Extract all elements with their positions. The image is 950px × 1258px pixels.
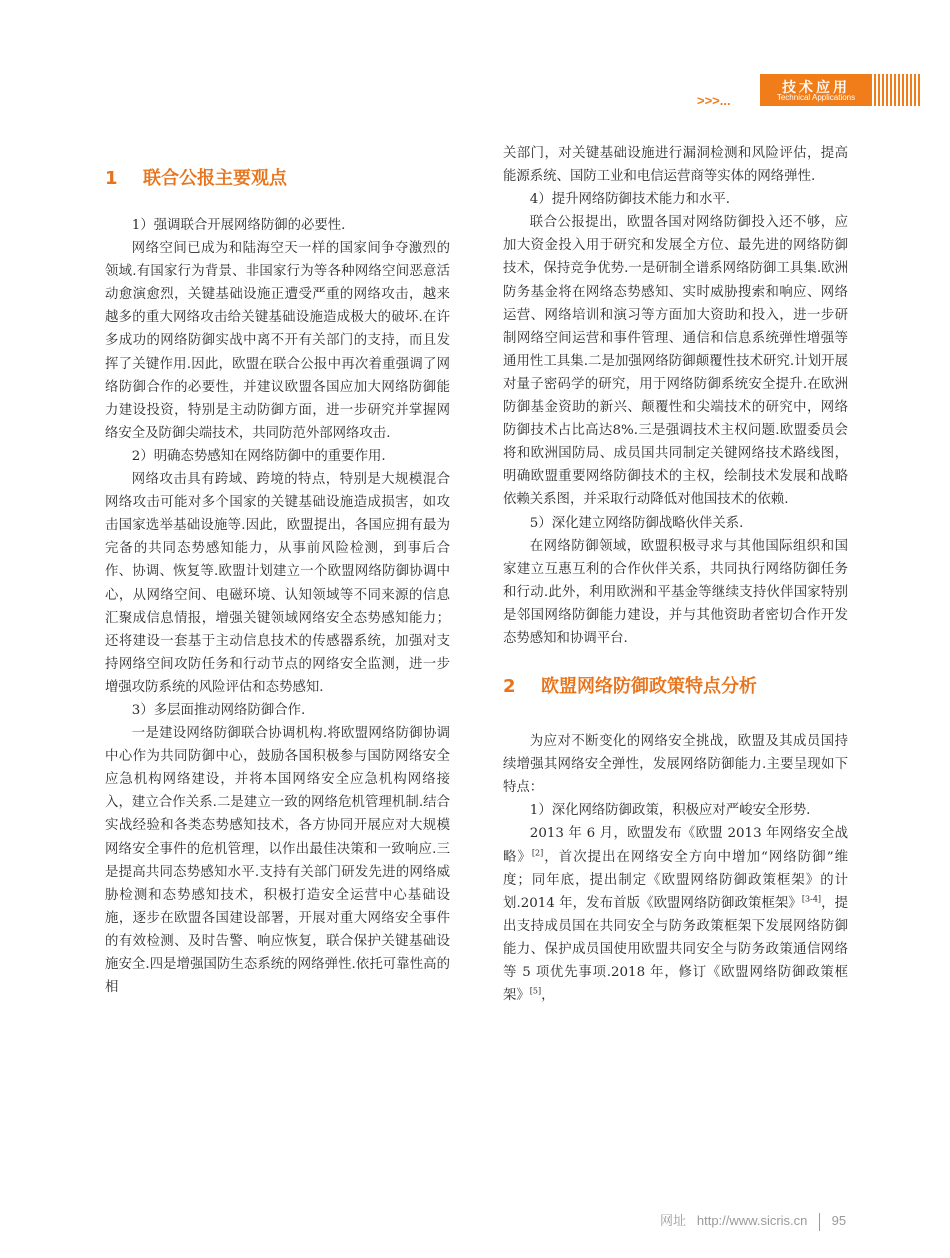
footer-divider [819,1213,820,1231]
banner-subtitle: Technical Applications [776,93,856,102]
paragraph: 为应对不断变化的网络安全挑战，欧盟及其成员国持续增强其网络安全弹性，发展网络防御能力.主要呈现如下特点： [503,734,848,796]
footer-url[interactable]: http://www.sicris.cn [696,1213,808,1228]
right-column [503,142,848,1007]
paragraph: 联合公报提出，欧盟各国对网络防御投入还不够，应加大资金投入用于研究和发展全方位、最先进的网络防御技术，保持竞争优势.一是研制全谱系网络防御工具集.欧洲防务基金将在网络态势感知、实时威胁搜索和响应、网络运营、网络培训和演习等方面加大资助和投入，进一步研制网络空间运营和事件管理、通信和信息系统弹性增强等通用性工具集.二是加强网络防御颠覆性技术研究.计划开展对量子密码学的研究，用于网络防御系统安全提升.在欧洲防御基金资助的新兴、颠覆性和尖端技术的研究中，网络防御技术占比高达8%.三是强调技术主权问题.欧盟委员会将和欧洲国防局、成员国共同制定关键网络技术路线图，明确欧盟重要网络防御技术的主权，绘制技术发展和战略依赖关系图，并采取行动降低对他国技术的依赖. [503,215,848,508]
page-header [0,0,950,120]
page-number: 95 [831,1213,847,1228]
paragraph: 2）明确态势感知在网络防御中的重要作用. [131,448,386,464]
section-number: 2 [503,676,516,698]
paragraph: 网络空间已成为和陆海空天一样的国家间争夺激烈的领域.有国家行为背景、非国家行为等各种网络空间恶意活动愈演愈烈，关键基础设施正遭受严重的网络攻击，越来越多的重大网络攻击给关键基础设施造成极大的破坏.在许多成功的网络防御实战中离不开有关部门的支持，而且发挥了关键作用.因此，欧盟在联合公报中再次着重强调了网络防御合作的必要性，并建议欧盟各国应加大网络防御能力建设投资，特别是主动防御方面，进一步研究并掌握网络安全及防御尖端技术，共同防范外部网络攻击. [105,241,450,441]
section-title: 联合公报主要观点 [143,168,287,189]
paragraph: 2013 年 6 月，欧盟发布《欧盟 2013 年网络安全战略》[2]，首次提出在网络安全方向中增加“网络防御”维度；同年底，提出制定《欧盟网络防御政策框架》的计划.2014 年，发布首版《欧盟网络防御政策框架》[3-4]，提出支持成员国在共同安全与防务政策框架下发展网络防御能力、保护成员国使用欧盟共同安全与防务政策通信网络等 5 项优先事项.2018 年，修订《欧盟网络防御政策框架》[5]， [503,826,849,1004]
section-heading-1 [105,164,450,194]
header-arrows: >>>... [697,93,731,108]
paragraph: 网络攻击具有跨域、跨境的特点，特别是大规模混合网络攻击可能对多个国家的关键基础设施造成损害，如攻击国家选举基础设施等.因此，欧盟提出，各国应拥有最为完备的共同态势感知能力，从事前风险检测，到事后合作、协调、恢复等.欧盟计划建立一个欧盟网络防御协调中心，从网络空间、电磁环境、认知领域等不同来源的信息汇聚成信息情报，增强关键领域网络安全态势感知能力；还将建设一套基于主动信息技术的传感器系统，加强对支持网络空间攻防任务和行动节点的网络安全监测，进一步增强攻防系统的风险评估和态势感知. [105,472,450,695]
paragraph: 4）提升网络防御技术能力和水平. [529,192,731,208]
paragraph: 3）多层面推动网络防御合作. [131,702,306,718]
paragraph: 5）深化建立网络防御战略伙伴关系. [529,515,744,531]
citation: [3-4] [801,894,822,904]
banner-title: 技术应用 [782,80,850,96]
section-banner [760,74,920,106]
citation: [5] [529,986,542,996]
footer-label: 网址 [660,1213,687,1228]
paragraph: 1）强调联合开展网络防御的必要性. [131,218,346,233]
section-heading-2 [503,672,848,702]
paragraph: 1）深化网络防御政策，积极应对严峻安全形势. [529,803,811,819]
paragraph: 一是建设网络防御联合协调机构.将欧盟网络防御协调中心作为共同防御中心，鼓励各国积极参与国防网络安全应急机构网络建设，并将本国网络安全应急机构网络接入，建立合作关系.二是建立一致的网络危机管理机制.结合实战经验和各类态势感知技术，各方协同开展应对大规模网络安全事件的危机管理，以作出最佳决策和一致响应.三是提高共同态势感知水平.支持有关部门研发先进的网络威胁检测和态势感知技术，积极打造安全运营中心基础设施，逐步在欧盟各国建设部署，开展对重大网络安全事件的有效检测、及时告警、响应恢复，联合保护关键基础设施安全.四是增强国防生态系统的网络弹性.依托可靠性高的相 [105,726,450,996]
left-column [105,142,450,999]
banner-stripes [874,74,920,106]
page-footer [660,1210,846,1231]
section-number: 1 [105,168,118,189]
paragraph: 在网络防御领域，欧盟积极寻求与其他国际组织和国家建立互惠互利的合作伙伴关系，共同执行网络防御任务和行动.此外，利用欧洲和平基金等继续支持伙伴国家特别是邻国网络防御能力建设，并与其他资助者密切合作开发态势感知和协调平台. [503,538,848,646]
section-title: 欧盟网络防御政策特点分析 [541,676,757,698]
citation: [2] [531,848,544,858]
paragraph: 关部门，对关键基础设施进行漏洞检测和风险评估，提高能源系统、国防工业和电信运营商等实体的网络弹性. [503,146,848,185]
banner-box [760,74,872,106]
